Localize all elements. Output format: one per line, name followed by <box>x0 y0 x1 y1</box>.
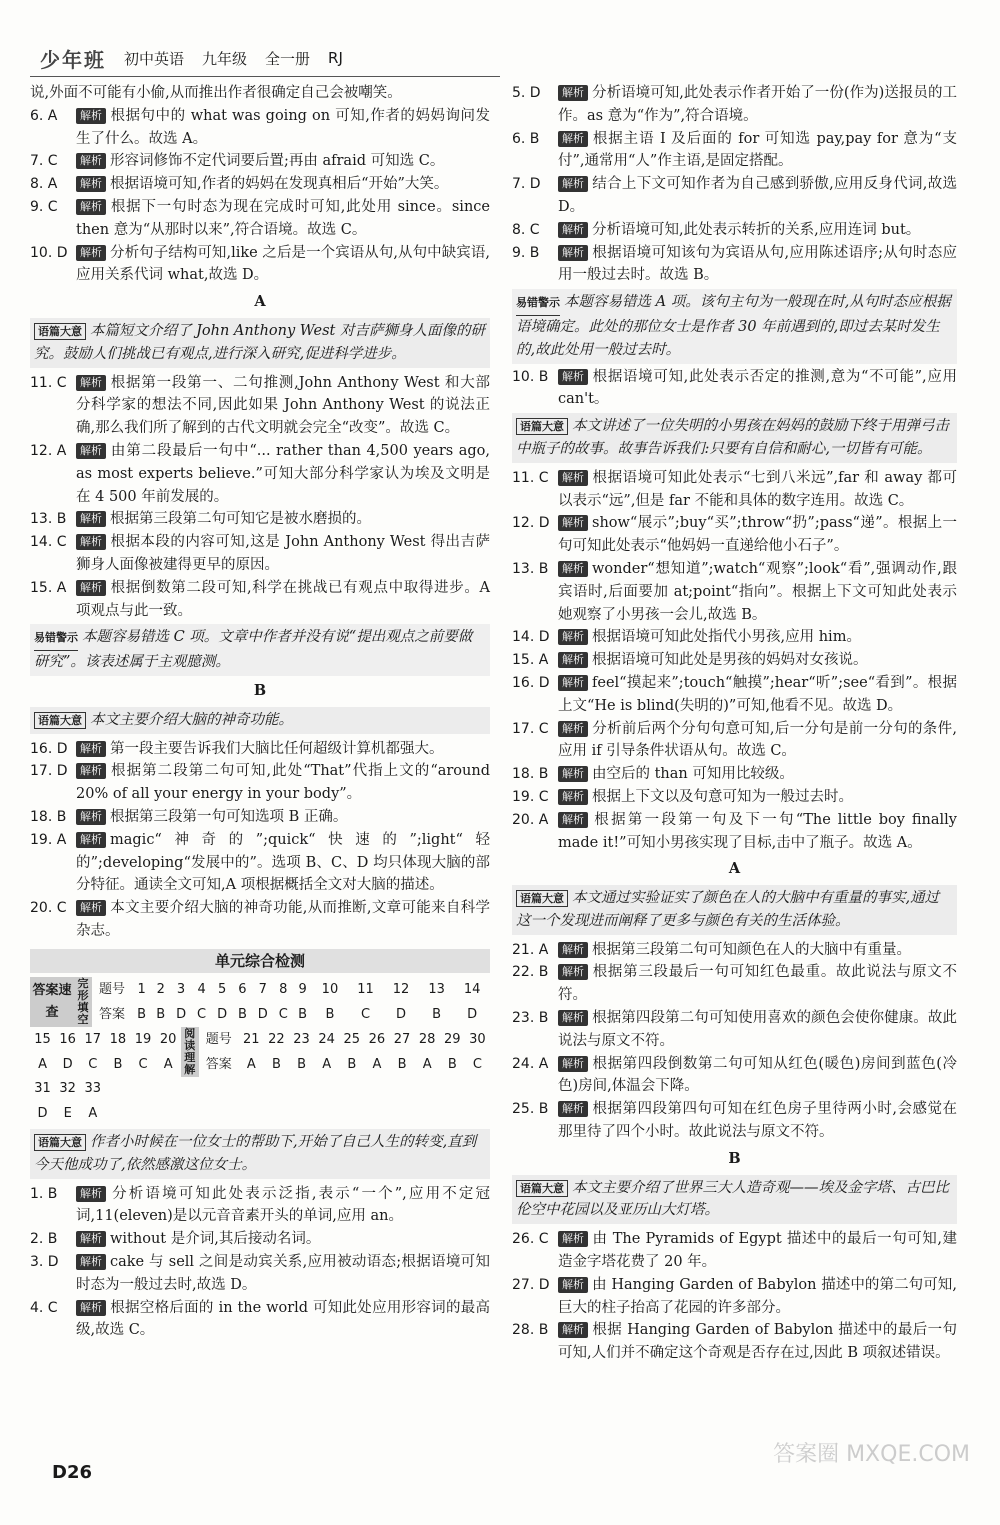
analysis-tag: 解析 <box>76 1254 106 1270</box>
answer-letter: D <box>37 1106 48 1122</box>
answer-number: 20. A <box>512 811 549 828</box>
analysis-tag: 解析 <box>558 369 588 385</box>
warning-tag: 易错警示 <box>34 627 78 651</box>
answer-number: 6. A <box>30 107 58 124</box>
analysis-tag: 解析 <box>76 1300 106 1316</box>
answer-explanation: 解析 根据第三段第二句可知颜色在人的大脑中有重量。 <box>558 939 957 962</box>
answer-number: 3. D <box>30 1254 59 1271</box>
analysis-tag: 解析 <box>76 580 106 596</box>
answer-letter: B <box>397 1056 407 1072</box>
question-number: 23 <box>293 1031 310 1047</box>
section-letter: A <box>254 293 266 311</box>
answer-explanation: 解析 根据第三段第一句可知选项 B 正确。 <box>76 806 490 829</box>
answer-item <box>512 1098 957 1144</box>
summary-tag: 语篇大意 <box>516 890 568 907</box>
answer-explanation: 解析 magic“神奇的”;quick“快速的”;light“轻的”;developing“发展中的”。选项 B、C、D 均只体现大脑的部分特征。通读全文可知,A 项根据概括全文对大脑的描述。 <box>76 831 490 894</box>
answer-letter: D <box>396 1006 407 1022</box>
answer-number: 19. A <box>30 831 67 848</box>
analysis-tag: 解析 <box>558 1010 588 1026</box>
answer-letter: B <box>113 1056 123 1072</box>
answer-number: 8. C <box>512 221 540 238</box>
analysis-tag: 解析 <box>558 85 588 101</box>
question-number: 16 <box>59 1031 76 1047</box>
summary-tag: 语篇大意 <box>34 323 86 340</box>
analysis-tag: 解析 <box>558 1101 588 1117</box>
analysis-tag: 解析 <box>76 199 106 215</box>
warning-tag: 易错警示 <box>516 292 560 316</box>
answer-explanation: 解析 根据第三段第二句可知它是被水磨损的。 <box>76 508 490 531</box>
answer-number: 12. A <box>30 442 67 459</box>
answer-letter: A <box>322 1056 332 1072</box>
answer-explanation: 解析 without 是介词,其后接动名词。 <box>76 1228 490 1251</box>
answer-number: 17. D <box>30 763 68 780</box>
analysis-tag: 解析 <box>558 721 588 737</box>
question-number: 17 <box>84 1031 102 1047</box>
answer-explanation: 解析 feel“摸起来”;touch“触摸”;hear“听”;see“看到”。根据上文“He is blind(失明的)”可知,他看不见。故选 D。 <box>558 674 957 714</box>
answer-explanation: 解析 根据语境可知,此处表示否定的推测,意为“不可能”,应用 can't。 <box>558 368 957 408</box>
answer-letter: E <box>63 1106 72 1122</box>
answer-explanation: 解析 分析语境可知此处表示泛指,表示“一个”,应用不定冠词,11(eleven)是以元音音素开头的单词,应用 an。 <box>76 1185 490 1225</box>
ans-label: 答案 <box>205 1056 232 1072</box>
answer-letter: C <box>472 1056 482 1072</box>
answer-explanation: 解析 show“展示”;buy“买”;throw“扔”;pass“递”。根据上一句可知此处表示“他妈妈一直递给他小石子”。 <box>558 515 957 555</box>
answer-explanation: 解析 根据语境可知此处是男孩的妈妈对女孩说。 <box>558 649 957 672</box>
answer-number: 27. D <box>512 1276 550 1293</box>
analysis-tag: 解析 <box>558 561 588 577</box>
question-number: 9 <box>298 981 307 997</box>
answer-explanation: 解析 根据第一段第一、二句推测,John Anthony West 和大部分科学家的想法不同,因此如果 John Anthony West 的说法正确,那么我们所了解到的古代文明就会完全“改变”。故选 C。 <box>76 374 490 437</box>
answer-letter: A <box>163 1056 173 1072</box>
answer-explanation: 解析 根据语境可知此处表示“七到八米远”,far 和 away 都可以表示“远”,但是 far 不能和具体的数字连用。故选 C。 <box>558 469 957 509</box>
answer-item <box>30 105 490 151</box>
analysis-tag: 解析 <box>558 766 588 782</box>
answer-letter: A <box>422 1056 432 1072</box>
answer-item <box>30 150 490 173</box>
answer-letter: B <box>271 1056 281 1072</box>
answer-letter: B <box>137 1006 147 1022</box>
question-number: 10 <box>321 981 339 997</box>
answer-item <box>30 577 490 623</box>
answer-item <box>30 760 490 806</box>
question-number: 30 <box>469 1031 486 1047</box>
analysis-tag: 解析 <box>558 131 588 147</box>
question-number: 2 <box>156 981 165 997</box>
question-number: 21 <box>243 1031 260 1047</box>
qno-label: 题号 <box>205 1031 232 1047</box>
answer-explanation: 解析 根据第四段第二句可知使用喜欢的颜色会使你健康。故此说法与原文不符。 <box>558 1010 957 1049</box>
analysis-tag: 解析 <box>76 176 106 192</box>
passage-summary: 语篇大意 本文主要介绍了世界三大人造奇观——埃及金字塔、古巴比伦空中花园以及亚历山大灯塔。 <box>512 1175 957 1225</box>
answer-item <box>512 626 957 649</box>
answer-number: 9. C <box>30 198 58 215</box>
answer-number: 2. B <box>30 1231 58 1248</box>
answer-number: 24. A <box>512 1055 549 1072</box>
answer-letter: D <box>467 1006 478 1022</box>
answer-explanation: 解析 根据第四段倒数第二句可知从红色(暖色)房间到蓝色(冷色)房间,体温会下降。 <box>558 1055 957 1095</box>
answer-explanation: 解析 由空后的 than 可知用比较级。 <box>558 763 957 786</box>
answer-explanation: 解析 根据空格后面的 in the world 可知此处应用形容词的最高级,故选 C。 <box>76 1299 490 1339</box>
answer-explanation: 解析 分析语境可知,此处表示转折的关系,应用连词 but。 <box>558 219 957 242</box>
passage-summary: 语篇大意 本文通过实验证实了颜色在人的大脑中有重量的事实,通过这一个发现进而阐释了更多与颜色有关的生活体验。 <box>512 885 957 935</box>
answer-item <box>512 1274 957 1320</box>
analysis-tag: 解析 <box>558 629 588 645</box>
passage-summary: 语篇大意 本文讲述了一位失明的小男孩在妈妈的鼓励下终于用弹弓击中瓶子的故事。故事告诉我们:只要有自信和耐心,一切皆有可能。 <box>512 413 957 463</box>
answer-explanation: 解析 根据第二段第二句可知,此处“That”代指上文的“around 20% of all your energy in your body”。 <box>76 763 490 803</box>
answer-letter: B <box>237 1006 247 1022</box>
analysis-tag: 解析 <box>76 832 106 848</box>
analysis-tag: 解析 <box>558 812 588 828</box>
analysis-tag: 解析 <box>558 1277 588 1293</box>
answer-number: 12. D <box>512 515 550 532</box>
analysis-tag: 解析 <box>558 176 588 192</box>
answer-number: 15. A <box>512 652 549 669</box>
summary-tag: 语篇大意 <box>516 1180 568 1197</box>
answer-letter: D <box>257 1006 268 1022</box>
summary-tag: 语篇大意 <box>34 1134 86 1151</box>
section-letter: B <box>728 1149 741 1167</box>
reading-label: 阅读理解 <box>181 1027 199 1077</box>
answer-item <box>30 372 490 440</box>
answer-explanation: 解析 根据语境可知,作者的妈妈在发现真相后“开始”大笑。 <box>76 173 490 196</box>
question-number: 28 <box>418 1031 436 1047</box>
answer-number: 23. B <box>512 1010 549 1027</box>
answer-letter: B <box>447 1056 457 1072</box>
question-number: 19 <box>134 1031 152 1047</box>
answer-item <box>512 242 957 288</box>
answer-explanation: 解析 根据主语 I 及后面的 for 可知选 pay,pay for 意为“支付”,通常用“人”作主语,是固定搭配。 <box>558 130 957 170</box>
answer-item <box>512 786 957 809</box>
question-number: 5 <box>217 981 227 997</box>
analysis-tag: 解析 <box>558 1231 588 1247</box>
answer-item <box>512 467 957 513</box>
analysis-tag: 解析 <box>558 222 588 238</box>
analysis-tag: 解析 <box>76 245 106 261</box>
answer-letter: A <box>246 1056 256 1072</box>
answer-explanation: 解析 分析语境可知,此处表示作者开始了一份(作为)送报员的工作。as 意为“作为”,符合语境。 <box>558 85 957 124</box>
answer-letter: C <box>138 1056 148 1072</box>
passage-summary: 语篇大意 作者小时候在一位女士的帮助下,开始了自己人生的转变,直到今天他成功了,依然感激这位女士。 <box>30 1129 490 1179</box>
answer-explanation: 解析 根据本段的内容可知,这是 John Anthony West 得出吉萨狮身人面像被建得更早的原因。 <box>76 534 490 573</box>
answer-explanation: 解析 根据语境可知该句为宾语从句,应用陈述语序;从句时态应用一般过去时。故选 B。 <box>558 244 957 284</box>
analysis-tag: 解析 <box>558 1056 588 1072</box>
analysis-tag: 解析 <box>76 375 106 391</box>
answer-number: 4. C <box>30 1299 58 1316</box>
answer-number: 18. B <box>30 808 67 825</box>
answer-letter: B <box>156 1006 166 1022</box>
answer-explanation: 解析 根据上下文以及句意可知为一般过去时。 <box>558 786 957 809</box>
answer-explanation: 解析 根据第一段第一句及下一句“The little boy finally made it!”可知小男孩实现了目标,击中了瓶子。故选 A。 <box>558 811 957 851</box>
passage-summary: 语篇大意 本篇短文介绍了 John Anthony West 对吉萨狮身人面像的研究。鼓励人们挑战已有观点,进行深入研究,促进科学进步。 <box>30 318 490 368</box>
watermark-logo: 答案圈 MXQE.COM <box>773 1442 970 1467</box>
answer-explanation: 解析 cake 与 sell 之间是动宾关系,应用被动语态;根据语境可知时态为一般过去时,故选 D。 <box>76 1254 490 1293</box>
analysis-tag: 解析 <box>76 763 106 779</box>
answer-explanation: 解析 第一段主要告诉我们大脑比任何超级计算机都强大。 <box>76 738 490 761</box>
answer-item <box>512 1007 957 1053</box>
question-number: 20 <box>159 1031 177 1047</box>
answer-letter: C <box>197 1006 207 1022</box>
question-number: 6 <box>238 981 247 997</box>
question-number: 12 <box>392 981 410 997</box>
header-edition: RJ <box>328 49 343 67</box>
answer-letter: D <box>62 1056 73 1072</box>
question-number: 8 <box>279 981 288 997</box>
error-warning: 易错警示 本题容易错选 C 项。文章中作者并没有说“提出观点之前要做研究”。该表述属于主观臆测。 <box>30 624 490 676</box>
question-number: 31 <box>34 1081 51 1097</box>
header-divider <box>30 76 500 77</box>
answer-number: 6. B <box>512 130 540 147</box>
question-number: 11 <box>357 981 374 997</box>
answer-letter: B <box>297 1056 307 1072</box>
header-grade: 九年级 <box>202 49 248 68</box>
answer-number: 26. C <box>512 1231 549 1248</box>
analysis-tag: 解析 <box>76 809 106 825</box>
answer-number: 21. A <box>512 941 549 958</box>
answer-letter: C <box>88 1056 98 1072</box>
analysis-tag: 解析 <box>558 675 588 691</box>
analysis-tag: 解析 <box>558 515 588 531</box>
answer-letter: A <box>88 1106 98 1122</box>
answer-item <box>30 1228 490 1251</box>
analysis-tag: 解析 <box>76 534 106 550</box>
answer-item <box>30 806 490 829</box>
answer-letter: A <box>38 1056 48 1072</box>
answer-number: 16. D <box>30 740 68 757</box>
answer-item <box>512 939 957 962</box>
answer-item <box>512 128 957 174</box>
answer-item <box>512 512 957 558</box>
question-number: 27 <box>393 1031 411 1047</box>
answer-item <box>30 196 490 242</box>
question-number: 15 <box>34 1031 51 1047</box>
answer-table-2 <box>30 1027 490 1127</box>
answer-item <box>512 1319 957 1365</box>
page-header <box>40 42 343 74</box>
question-number: 7 <box>258 981 267 997</box>
answer-explanation: 解析 根据第三段最后一句可知红色最重。故此说法与原文不符。 <box>558 964 957 1004</box>
answer-item <box>30 242 490 288</box>
analysis-tag: 解析 <box>558 789 588 805</box>
analysis-tag: 解析 <box>558 245 588 261</box>
question-number: 32 <box>59 1081 76 1097</box>
question-number: 14 <box>463 981 481 997</box>
answer-number: 22. B <box>512 964 549 981</box>
answer-item <box>512 173 957 219</box>
question-number: 18 <box>109 1031 127 1047</box>
answer-item <box>30 829 490 897</box>
right-column <box>512 82 957 1365</box>
answer-item <box>30 173 490 196</box>
answer-letter: C <box>360 1006 371 1022</box>
answer-number: 17. C <box>512 720 549 737</box>
analysis-tag: 解析 <box>558 1322 588 1338</box>
analysis-tag: 解析 <box>76 741 106 757</box>
page-number: D26 <box>52 1462 92 1483</box>
answer-number: 13. B <box>512 560 549 577</box>
summary-tag: 语篇大意 <box>516 418 568 435</box>
answer-number: 13. B <box>30 511 67 528</box>
answer-explanation: 解析 根据第四段第四句可知在红色房子里待两小时,会感觉在那里待了四个小时。故此说法与原文不符。 <box>558 1101 957 1141</box>
answer-number: 7. D <box>512 176 541 193</box>
unit-title: 单元综合检测 <box>30 949 490 974</box>
answer-letter: B <box>432 1006 442 1022</box>
answer-item <box>30 440 490 508</box>
question-number: 1 <box>137 981 146 997</box>
answer-letter: B <box>325 1006 335 1022</box>
answer-item <box>30 1251 490 1297</box>
header-volume: 全一册 <box>265 49 311 68</box>
qno-label: 题号 <box>98 981 125 997</box>
answer-number: 25. B <box>512 1101 549 1118</box>
analysis-tag: 解析 <box>76 900 106 916</box>
answer-letter: A <box>372 1056 382 1072</box>
answer-number: 18. B <box>512 766 549 783</box>
answer-number: 19. C <box>512 788 549 805</box>
question-number: 13 <box>428 981 445 997</box>
answer-item <box>30 897 490 943</box>
answer-explanation: 解析 分析句子结构可知,like 之后是一个宾语从句,从句中缺宾语,应用关系代词 what,故选 D。 <box>76 244 490 284</box>
brand-logo: 少年班 <box>40 47 106 72</box>
answer-explanation: 解析 根据句中的 what was going on 可知,作者的妈妈询问发生了什么。故选 A。 <box>76 107 490 147</box>
answer-item <box>512 763 957 786</box>
answer-number: 20. C <box>30 900 67 917</box>
answer-number: 15. A <box>30 579 67 596</box>
answer-explanation: 解析 由 The Pyramids of Egypt 描述中的最后一句可知,建造金字塔花费了 20 年。 <box>558 1231 957 1271</box>
answer-item <box>30 531 490 577</box>
answer-letter: D <box>217 1006 228 1022</box>
summary-tag: 语篇大意 <box>34 712 86 729</box>
analysis-tag: 解析 <box>76 1231 106 1247</box>
error-warning: 易错警示 本题容易错选 A 项。该句主句为一般现在时,从句时态应根据语境确定。此处的那位女士是作者 30 年前遇到的,即过去某时发生的,故此处用一般过去时。 <box>512 289 957 363</box>
answer-number: 16. D <box>512 674 550 691</box>
passage-summary: 语篇大意 本文主要介绍大脑的神奇功能。 <box>30 707 490 734</box>
question-number: 22 <box>268 1031 285 1047</box>
answer-item <box>512 961 957 1007</box>
answer-number: 9. B <box>512 244 540 261</box>
answer-item <box>512 1228 957 1274</box>
analysis-tag: 解析 <box>76 511 106 527</box>
answer-number: 14. C <box>30 534 67 551</box>
analysis-tag: 解析 <box>558 470 588 486</box>
answer-number: 1. B <box>30 1185 58 1202</box>
answer-item <box>512 558 957 626</box>
lead-text: 说,外面不可能有小偷,从而推出作者很确定自己会被嘲笑。 <box>30 85 402 101</box>
answer-explanation: 解析 形容词修饰不定代词要后置;再由 afraid 可知选 C。 <box>76 150 490 173</box>
analysis-tag: 解析 <box>558 964 588 980</box>
answer-number: 11. C <box>512 469 549 486</box>
question-number: 33 <box>84 1081 102 1097</box>
answer-item <box>512 1053 957 1099</box>
answer-explanation: 解析 wonder“想知道”;watch“观察”;look“看”,强调动作,跟宾语时,后面要加 at;point“指向”。根据上下文可知此处表示她观察了小男孩一会儿,故选 B。 <box>558 560 957 623</box>
answer-number: 28. B <box>512 1322 549 1339</box>
answer-explanation: 解析 根据下一句时态为现在完成时可知,此处用 since。since then 意为“从那时以来”,符合语境。故选 C。 <box>76 198 490 238</box>
analysis-tag: 解析 <box>558 652 588 668</box>
header-subject: 初中英语 <box>124 49 185 68</box>
section-letter: B <box>253 681 267 699</box>
answer-label: 答案速查 <box>30 977 74 1027</box>
ans-label: 答案 <box>98 1006 125 1022</box>
answer-letter: B <box>347 1056 357 1072</box>
answer-explanation: 解析 本文主要介绍大脑的神奇功能,从而推断,文章可能来自科学杂志。 <box>76 900 490 939</box>
question-number: 25 <box>343 1031 361 1047</box>
cloze-label: 完形填空 <box>74 977 92 1027</box>
answer-explanation: 解析 根据语境可知此处指代小男孩,应用 him。 <box>558 626 957 649</box>
answer-number: 8. A <box>30 176 58 193</box>
answer-letter: D <box>176 1006 187 1022</box>
answer-item <box>512 718 957 764</box>
answer-item <box>30 1297 490 1343</box>
answer-letter: C <box>278 1006 288 1022</box>
answer-item <box>512 219 957 242</box>
question-number: 4 <box>197 981 206 997</box>
section-letter: A <box>728 860 741 878</box>
analysis-tag: 解析 <box>76 1186 106 1202</box>
answer-letter: B <box>298 1006 308 1022</box>
answer-explanation: 解析 分析前后两个分句句意可知,后一分句是前一分句的条件,应用 if 引导条件状语从句。故选 C。 <box>558 720 957 760</box>
answer-item <box>512 366 957 412</box>
analysis-tag: 解析 <box>76 443 106 459</box>
left-column <box>30 82 490 1342</box>
answer-explanation: 解析 结合上下文可知作者为自己感到骄傲,应用反身代词,故选 D。 <box>558 176 957 215</box>
answer-item <box>512 649 957 672</box>
answer-item <box>30 738 490 761</box>
answer-explanation: 解析 根据 Hanging Garden of Babylon 描述中的最后一句可知,人们并不确定这个奇观是否存在过,因此 B 项叙述错误。 <box>558 1322 957 1362</box>
answer-number: 11. C <box>30 374 67 391</box>
answer-number: 7. C <box>30 153 58 170</box>
question-number: 24 <box>318 1031 335 1047</box>
answer-explanation: 解析 根据倒数第二段可知,科学在挑战已有观点中取得进步。A 项观点与此一致。 <box>76 579 490 619</box>
analysis-tag: 解析 <box>76 153 106 169</box>
answer-item <box>30 508 490 531</box>
answer-explanation: 解析 由 Hanging Garden of Babylon 描述中的第二句可知,巨大的柱子抬高了花园的许多部分。 <box>558 1276 957 1316</box>
answer-item <box>512 672 957 718</box>
answer-number: 10. D <box>30 244 68 261</box>
answer-table <box>30 977 490 1027</box>
question-number: 3 <box>176 981 186 997</box>
answer-item <box>30 1183 490 1229</box>
answer-item <box>512 809 957 855</box>
answer-explanation: 解析 由第二段最后一句中“... rather than 4,500 years ago, as most experts believe.”可知大部分科学家认为埃及文明是在 4 500 年前发展的。 <box>76 442 490 505</box>
answer-number: 14. D <box>512 629 550 646</box>
answer-number: 5. D <box>512 85 541 101</box>
analysis-tag: 解析 <box>76 108 106 124</box>
answer-item <box>512 82 957 128</box>
answer-number: 10. B <box>512 368 549 385</box>
analysis-tag: 解析 <box>558 942 588 958</box>
question-number: 29 <box>444 1031 461 1047</box>
question-number: 26 <box>368 1031 386 1047</box>
